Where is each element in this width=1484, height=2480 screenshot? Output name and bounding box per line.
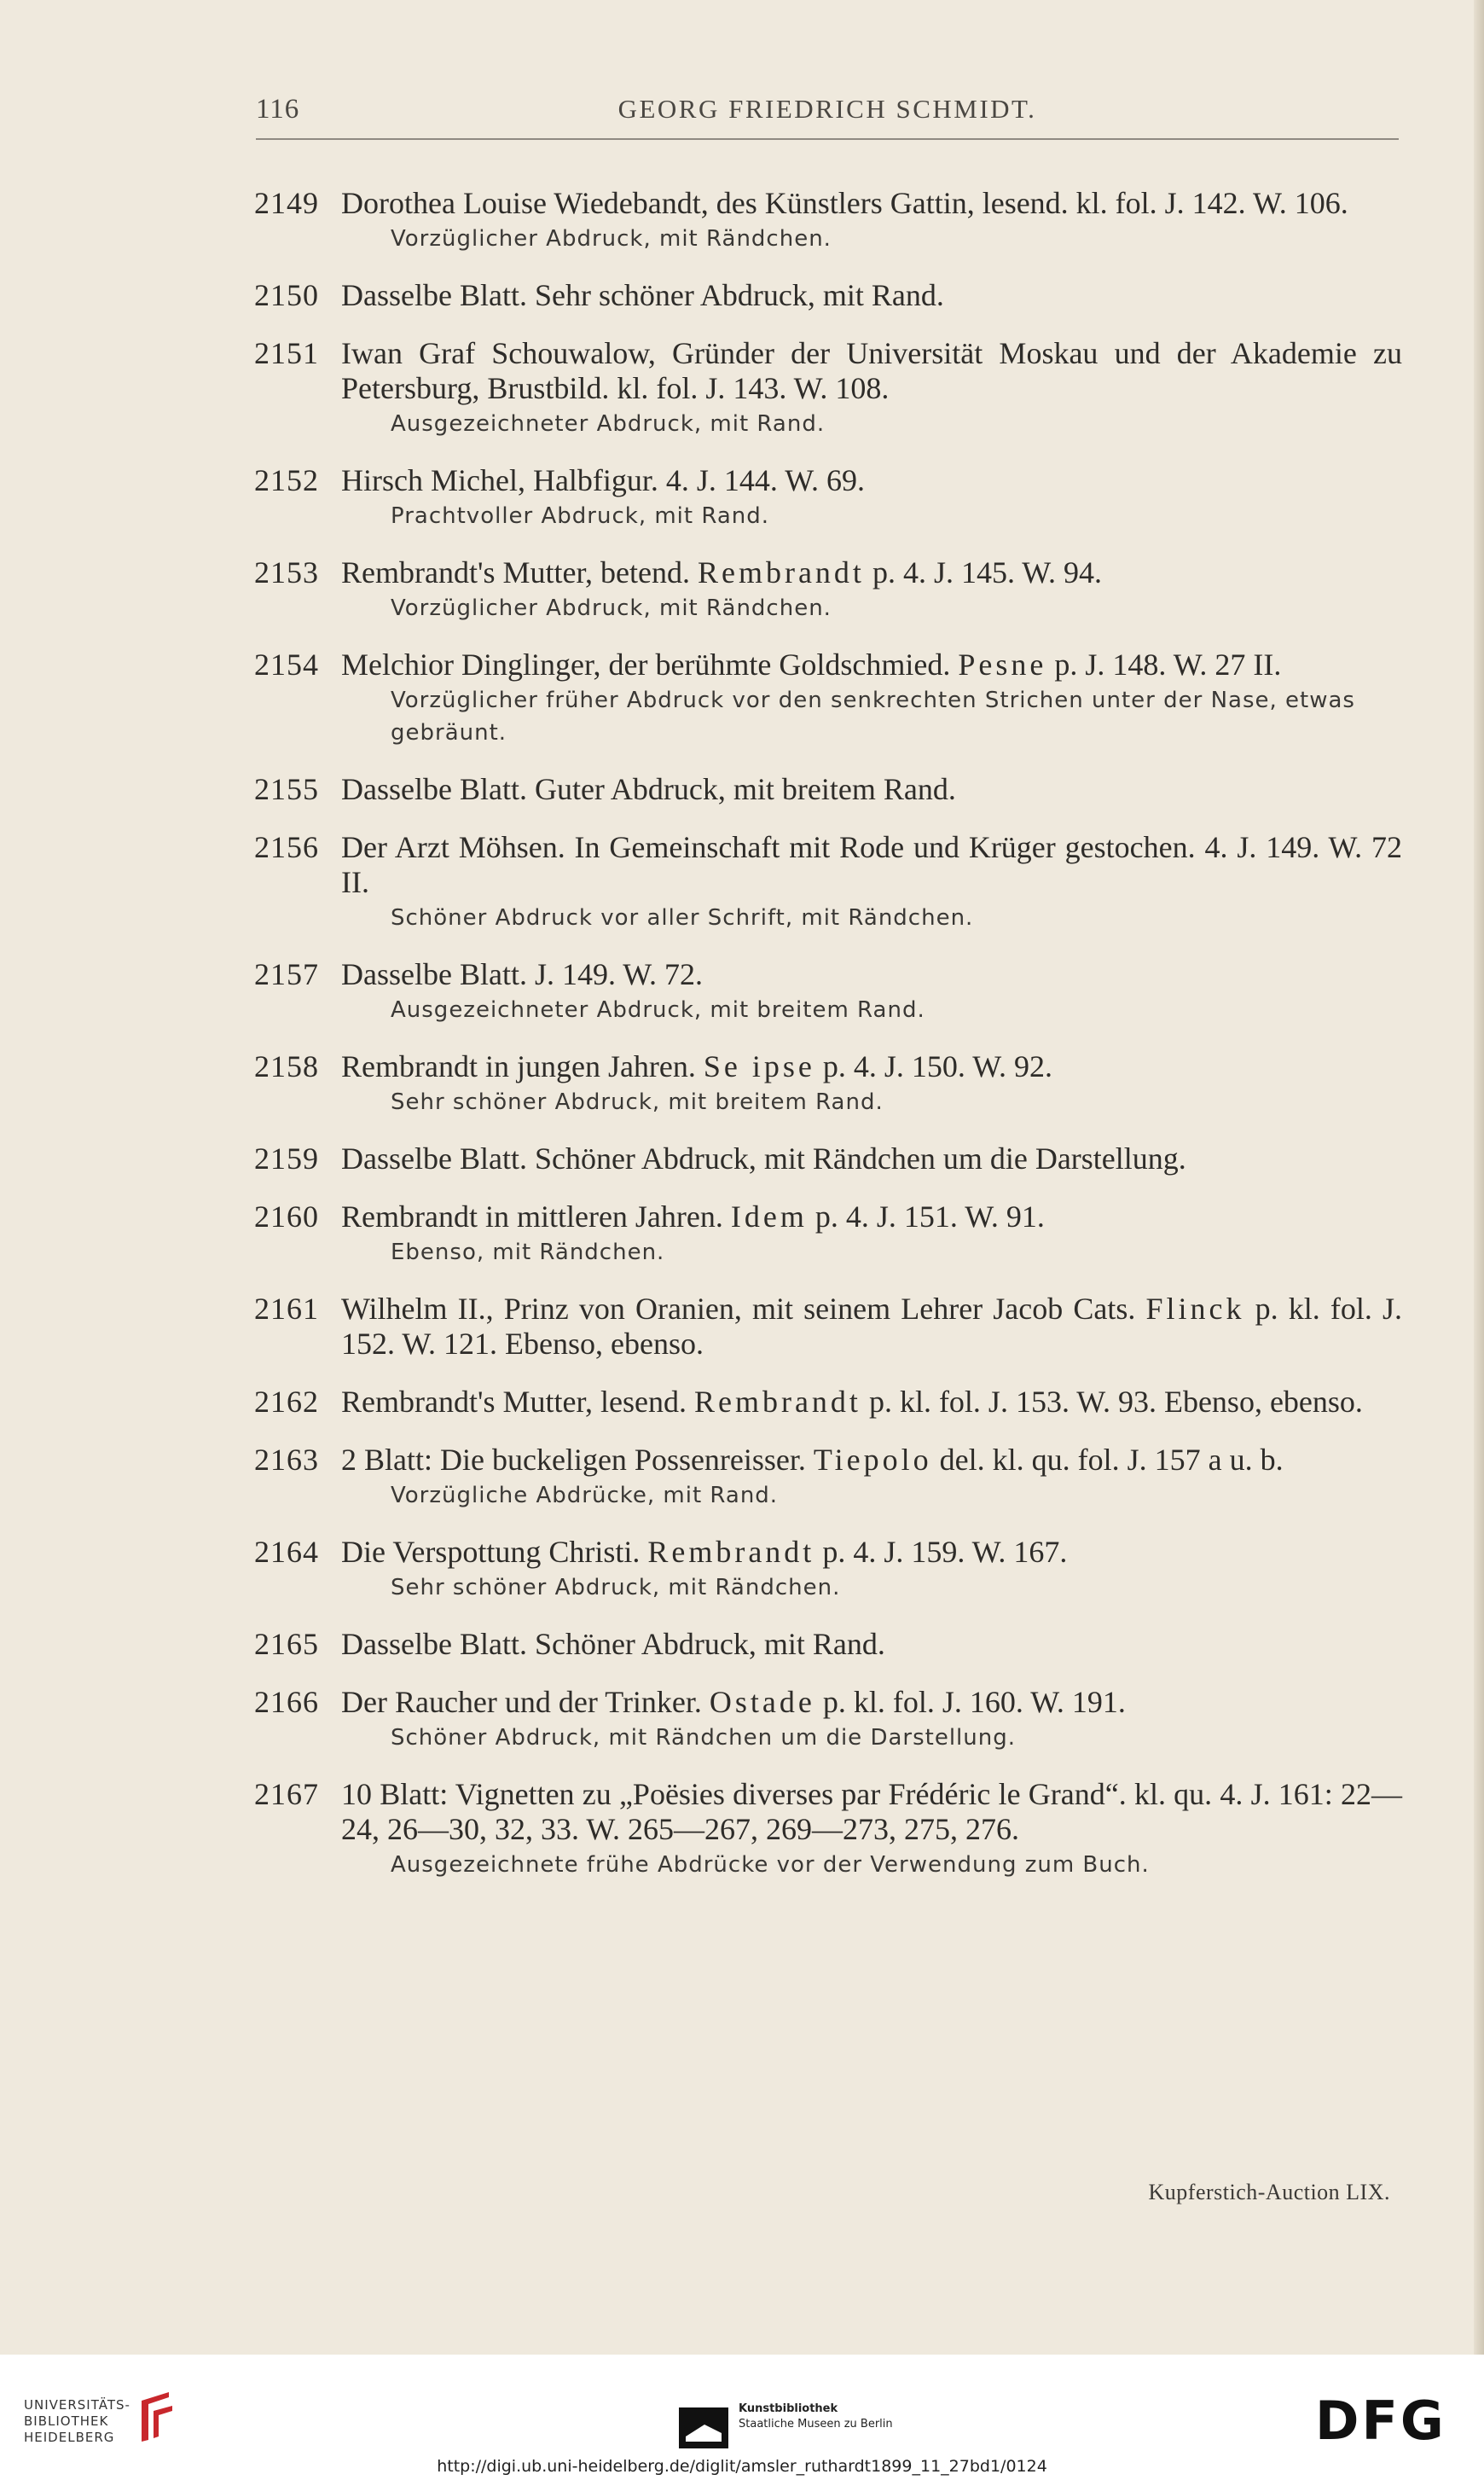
entry-description: [341, 648, 1402, 682]
entry-title: Wilhelm II., Prinz von Oranien, mit seinem Lehrer Jacob Cats.: [341, 1292, 1136, 1326]
catalog-entry: [254, 1777, 1402, 1881]
entry-number: 2149: [254, 186, 319, 220]
entry-details: p. kl. fol. J. 152. W. 121. Ebenso, ebenso.: [341, 1292, 1402, 1361]
entry-title: Rembrandt in jungen Jahren.: [341, 1049, 696, 1083]
entry-condition-note: Schöner Abdruck, mit Rändchen um die Darstellung.: [391, 1725, 1016, 1751]
entry-condition-note: Prachtvoller Abdruck, mit Rand.: [391, 503, 770, 529]
entry-number: 2162: [254, 1385, 319, 1419]
entry-condition-note: Ausgezeichneter Abdruck, mit Rand.: [391, 411, 826, 437]
entry-number: 2155: [254, 772, 319, 806]
page-number: 116: [256, 94, 300, 125]
entry-condition-note: Vorzüglicher früher Abdruck vor den senkrechten Strichen unter der Nase, etwas gebräunt.: [391, 688, 1355, 746]
kunstbibliothek-logo-icon: [679, 2407, 728, 2448]
catalog-entry: [254, 463, 1402, 532]
catalog-entries: [254, 186, 1402, 1904]
entry-number: 2160: [254, 1199, 319, 1234]
artist-name: Tiepolo: [813, 1443, 932, 1477]
catalog-entry: [254, 648, 1402, 749]
entry-number: 2165: [254, 1627, 319, 1661]
artist-name: Rembrandt: [693, 1385, 861, 1419]
entry-condition-note: Ausgezeichneter Abdruck, mit breitem Rand.: [391, 997, 925, 1023]
entry-description: [341, 1443, 1402, 1478]
entry-description: [341, 1292, 1402, 1362]
university-logo-icon: [135, 2389, 179, 2448]
entry-number: 2167: [254, 1777, 319, 1811]
artist-name: Rembrandt: [647, 1535, 815, 1569]
entry-condition-note: Vorzüglicher Abdruck, mit Rändchen.: [391, 595, 832, 621]
entry-details: p. 4. J. 151. W. 91.: [814, 1199, 1045, 1234]
entry-description: 10 Blatt: Vignetten zu „Poësies diverses par Frédéric le Grand“. kl. qu. 4. J. 161: 22—24, 26—30, 32, 33. W. 265—267, 269—273, 275, 276.: [341, 1777, 1402, 1846]
entry-condition-note: Sehr schöner Abdruck, mit Rändchen.: [391, 1575, 841, 1600]
entry-description: [341, 1535, 1402, 1570]
entry-description: [341, 1385, 1402, 1420]
university-library-name: UNIVERSITÄTS- BIBLIOTHEK HEIDELBERG: [24, 2397, 130, 2445]
entry-condition-note: Ausgezeichnete frühe Abdrücke vor der Verwendung zum Buch.: [391, 1852, 1150, 1878]
entry-description: Dorothea Louise Wiedebandt, des Künstlers Gattin, lesend. kl. fol. J. 142. W. 106.: [341, 186, 1348, 220]
artist-name: Se ipse: [703, 1049, 815, 1083]
entry-title: Rembrandt's Mutter, betend.: [341, 555, 690, 590]
catalog-entry: [254, 1049, 1402, 1118]
catalog-entry: [254, 1292, 1402, 1362]
catalog-entry: [254, 1685, 1402, 1754]
entry-condition-note: Schöner Abdruck vor aller Schrift, mit Rändchen.: [391, 905, 974, 931]
dfg-logo: DFG: [1315, 2390, 1446, 2452]
running-title: GEORG FRIEDRICH SCHMIDT.: [617, 94, 1037, 124]
entry-number: 2164: [254, 1535, 319, 1569]
entry-condition-note: Vorzügliche Abdrücke, mit Rand.: [391, 1483, 779, 1508]
entry-number: 2161: [254, 1292, 319, 1326]
entry-details: p. kl. fol. J. 153. W. 93. Ebenso, ebenso.: [868, 1385, 1363, 1419]
entry-condition-note: Vorzüglicher Abdruck, mit Rändchen.: [391, 226, 832, 252]
entry-number: 2152: [254, 463, 319, 497]
artist-name: Flinck: [1145, 1292, 1245, 1326]
entry-number: 2150: [254, 278, 319, 312]
catalog-entry: [254, 1199, 1402, 1269]
entry-description: Dasselbe Blatt. Schöner Abdruck, mit Rand.: [341, 1627, 885, 1661]
permalink-url[interactable]: http://digi.ub.uni-heidelberg.de/diglit/amsler_ruthardt1899_11_27bd1/0124: [437, 2457, 1047, 2476]
entry-details: p. 4. J. 145. W. 94.: [872, 555, 1102, 590]
entry-number: 2157: [254, 957, 319, 991]
entry-title: Rembrandt's Mutter, lesend.: [341, 1385, 687, 1419]
entry-number: 2159: [254, 1141, 319, 1176]
entry-title: 2 Blatt: Die buckeligen Possenreisser.: [341, 1443, 806, 1477]
catalog-entry: [254, 1627, 1402, 1662]
entry-number: 2151: [254, 336, 319, 370]
catalog-entry: [254, 957, 1402, 1026]
entry-number: 2153: [254, 555, 319, 590]
catalog-entry: [254, 278, 1402, 313]
entry-details: p. J. 148. W. 27 II.: [1054, 648, 1282, 682]
entry-description: Iwan Graf Schouwalow, Gründer der Universität Moskau und der Akademie zu Petersburg, Brustbild. kl. fol. J. 143. W. 108.: [341, 336, 1402, 405]
catalog-entry: [254, 555, 1402, 624]
catalog-entry: [254, 186, 1402, 255]
entry-description: Hirsch Michel, Halbfigur. 4. J. 144. W. 69.: [341, 463, 865, 497]
entry-title: Rembrandt in mittleren Jahren.: [341, 1199, 723, 1234]
entry-title: Die Verspottung Christi.: [341, 1535, 641, 1569]
entry-details: p. kl. fol. J. 160. W. 191.: [822, 1685, 1126, 1719]
entry-description: [341, 1199, 1402, 1234]
entry-number: 2166: [254, 1685, 319, 1719]
entry-details: p. 4. J. 150. W. 92.: [822, 1049, 1052, 1083]
entry-description: Dasselbe Blatt. Guter Abdruck, mit breitem Rand.: [341, 772, 956, 806]
artist-name: Idem: [730, 1199, 808, 1234]
artist-name: Ostade: [709, 1685, 815, 1719]
catalog-entry: [254, 1141, 1402, 1176]
entry-details: p. 4. J. 159. W. 167.: [822, 1535, 1068, 1569]
page-header: [256, 94, 1399, 140]
entry-description: [341, 555, 1402, 590]
entry-description: Dasselbe Blatt. Schöner Abdruck, mit Rändchen um die Darstellung.: [341, 1141, 1186, 1176]
digitization-footer: [0, 2355, 1484, 2480]
entry-number: 2163: [254, 1443, 319, 1477]
entry-details: del. kl. qu. fol. J. 157 a u. b.: [939, 1443, 1284, 1477]
catalog-entry: [254, 336, 1402, 440]
entry-title: Melchior Dinglinger, der berühmte Goldschmied.: [341, 648, 951, 682]
entry-number: 2154: [254, 648, 319, 682]
artist-name: Rembrandt: [697, 555, 865, 590]
entry-title: Der Raucher und der Trinker.: [341, 1685, 702, 1719]
entry-number: 2158: [254, 1049, 319, 1083]
kunstbibliothek-label: Kunstbibliothek Staatliche Museen zu Berlin: [739, 2402, 893, 2431]
entry-condition-note: Sehr schöner Abdruck, mit breitem Rand.: [391, 1089, 884, 1115]
entry-condition-note: Ebenso, mit Rändchen.: [391, 1240, 665, 1265]
page-edge-shadow: [1474, 0, 1484, 2355]
entry-description: [341, 1685, 1402, 1720]
entry-description: Dasselbe Blatt. J. 149. W. 72.: [341, 957, 703, 991]
entry-description: [341, 1049, 1402, 1084]
catalog-entry: [254, 772, 1402, 807]
catalog-entry: [254, 1385, 1402, 1420]
catalog-entry: [254, 1535, 1402, 1604]
catalog-entry: [254, 1443, 1402, 1512]
catalog-entry: [254, 830, 1402, 934]
catalog-signature: Kupferstich-Auction LIX.: [1148, 2180, 1390, 2204]
entry-description: Dasselbe Blatt. Sehr schöner Abdruck, mit Rand.: [341, 278, 944, 312]
entry-number: 2156: [254, 830, 319, 864]
entry-description: Der Arzt Möhsen. In Gemeinschaft mit Rode und Krüger gestochen. 4. J. 149. W. 72 II.: [341, 830, 1402, 899]
artist-name: Pesne: [958, 648, 1047, 682]
